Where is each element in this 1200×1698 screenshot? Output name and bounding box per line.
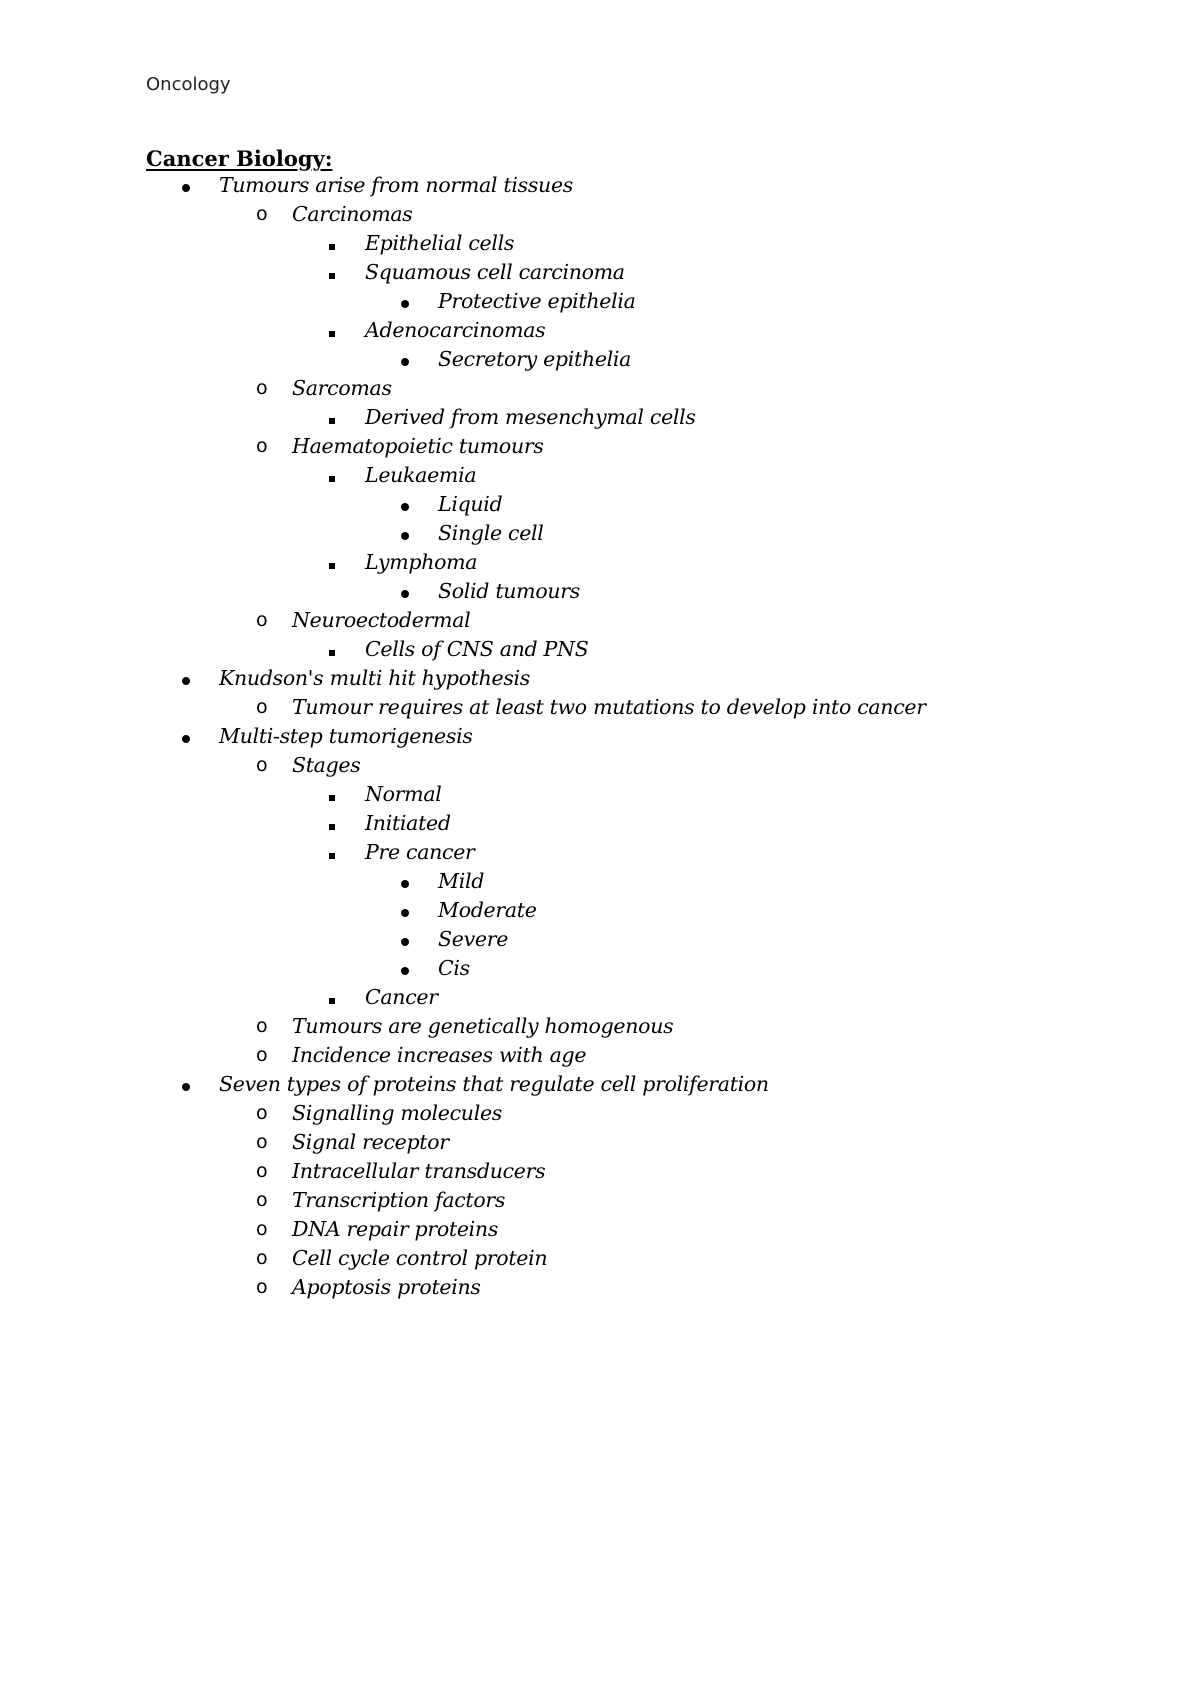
list-item-text: Lymphoma — [365, 550, 478, 574]
list-item-text: Incidence increases with age — [292, 1043, 587, 1067]
list-item-text: Protective epithelia — [438, 289, 636, 313]
list-item-text: Tumour requires at least two mutations to develop into cancer — [292, 695, 926, 719]
list-item — [0, 1099, 1200, 1128]
list-item — [0, 519, 1200, 548]
disc-bullet-icon — [401, 490, 409, 519]
list-item — [0, 577, 1200, 606]
list-item — [0, 1186, 1200, 1215]
list-item — [0, 751, 1200, 780]
list-item-text: Solid tumours — [438, 579, 580, 603]
list-item — [0, 606, 1200, 635]
disc-bullet-icon — [182, 171, 190, 200]
square-bullet-icon — [329, 403, 335, 432]
list-item-text: Secretory epithelia — [438, 347, 632, 371]
list-item-text: Squamous cell carcinoma — [365, 260, 625, 284]
circle-bullet-icon: o — [256, 609, 268, 631]
list-item-text: Cell cycle control protein — [292, 1246, 548, 1270]
disc-bullet-icon — [401, 577, 409, 606]
disc-bullet-icon — [401, 867, 409, 896]
list-item — [0, 809, 1200, 838]
list-item — [0, 548, 1200, 577]
square-bullet-icon — [329, 809, 335, 838]
disc-bullet-icon — [401, 954, 409, 983]
disc-bullet-icon — [401, 925, 409, 954]
list-item-text: Seven types of proteins that regulate cell proliferation — [219, 1072, 769, 1096]
list-item-text: Haematopoietic tumours — [292, 434, 544, 458]
square-bullet-icon — [329, 838, 335, 867]
circle-bullet-icon: o — [256, 1131, 268, 1153]
disc-bullet-icon — [182, 722, 190, 751]
list-item-text: Liquid — [438, 492, 503, 516]
list-item-text: Knudson's multi hit hypothesis — [219, 666, 531, 690]
list-item — [0, 316, 1200, 345]
circle-bullet-icon: o — [256, 1102, 268, 1124]
list-item-text: Intracellular transducers — [292, 1159, 546, 1183]
list-item-text: Leukaemia — [365, 463, 477, 487]
list-item-text: Adenocarcinomas — [365, 318, 546, 342]
list-item-text: Neuroectodermal — [292, 608, 471, 632]
disc-bullet-icon — [401, 345, 409, 374]
list-item — [0, 1070, 1200, 1099]
list-item — [0, 287, 1200, 316]
list-item-text: Cancer — [365, 985, 438, 1009]
list-item-text: Cells of CNS and PNS — [365, 637, 589, 661]
list-item-text: Sarcomas — [292, 376, 392, 400]
list-item-text: DNA repair proteins — [292, 1217, 499, 1241]
list-item-text: Carcinomas — [292, 202, 413, 226]
list-item — [0, 1012, 1200, 1041]
list-item-text: Initiated — [365, 811, 451, 835]
list-item — [0, 1215, 1200, 1244]
list-item — [0, 1244, 1200, 1273]
circle-bullet-icon: o — [256, 696, 268, 718]
list-item — [0, 345, 1200, 374]
list-item-text: Tumours arise from normal tissues — [219, 173, 573, 197]
list-item-text: Single cell — [438, 521, 544, 545]
circle-bullet-icon: o — [256, 1189, 268, 1211]
square-bullet-icon — [329, 780, 335, 809]
circle-bullet-icon: o — [256, 203, 268, 225]
list-item — [0, 722, 1200, 751]
list-item-text: Pre cancer — [365, 840, 475, 864]
page-header: Oncology — [146, 74, 231, 95]
list-item — [0, 954, 1200, 983]
list-item — [0, 780, 1200, 809]
list-item — [0, 925, 1200, 954]
list-item-text: Signal receptor — [292, 1130, 449, 1154]
section-heading: Cancer Biology: — [146, 146, 333, 171]
list-item — [0, 1273, 1200, 1302]
list-item — [0, 461, 1200, 490]
list-item-text: Cis — [438, 956, 470, 980]
list-item-text: Severe — [438, 927, 509, 951]
list-item-text: Signalling molecules — [292, 1101, 503, 1125]
list-item — [0, 374, 1200, 403]
circle-bullet-icon: o — [256, 754, 268, 776]
bullet-outline — [0, 171, 1200, 1302]
list-item — [0, 258, 1200, 287]
circle-bullet-icon: o — [256, 1247, 268, 1269]
list-item-text: Derived from mesenchymal cells — [365, 405, 696, 429]
disc-bullet-icon — [182, 664, 190, 693]
circle-bullet-icon: o — [256, 1044, 268, 1066]
circle-bullet-icon: o — [256, 377, 268, 399]
list-item-text: Stages — [292, 753, 361, 777]
list-item — [0, 1041, 1200, 1070]
square-bullet-icon — [329, 258, 335, 287]
list-item — [0, 635, 1200, 664]
disc-bullet-icon — [401, 287, 409, 316]
list-item — [0, 200, 1200, 229]
square-bullet-icon — [329, 461, 335, 490]
list-item — [0, 229, 1200, 258]
square-bullet-icon — [329, 316, 335, 345]
list-item — [0, 403, 1200, 432]
square-bullet-icon — [329, 635, 335, 664]
square-bullet-icon — [329, 229, 335, 258]
list-item — [0, 867, 1200, 896]
list-item-text: Tumours are genetically homogenous — [292, 1014, 674, 1038]
list-item — [0, 171, 1200, 200]
list-item — [0, 983, 1200, 1012]
circle-bullet-icon: o — [256, 435, 268, 457]
circle-bullet-icon: o — [256, 1276, 268, 1298]
list-item — [0, 1157, 1200, 1186]
list-item — [0, 432, 1200, 461]
square-bullet-icon — [329, 983, 335, 1012]
circle-bullet-icon: o — [256, 1015, 268, 1037]
circle-bullet-icon: o — [256, 1160, 268, 1182]
list-item-text: Moderate — [438, 898, 537, 922]
list-item-text: Apoptosis proteins — [292, 1275, 481, 1299]
list-item-text: Transcription factors — [292, 1188, 506, 1212]
disc-bullet-icon — [401, 896, 409, 925]
list-item-text: Multi-step tumorigenesis — [219, 724, 473, 748]
list-item — [0, 1128, 1200, 1157]
list-item-text: Normal — [365, 782, 442, 806]
list-item — [0, 664, 1200, 693]
square-bullet-icon — [329, 548, 335, 577]
list-item — [0, 896, 1200, 925]
list-item-text: Mild — [438, 869, 485, 893]
disc-bullet-icon — [182, 1070, 190, 1099]
list-item — [0, 838, 1200, 867]
disc-bullet-icon — [401, 519, 409, 548]
list-item — [0, 490, 1200, 519]
circle-bullet-icon: o — [256, 1218, 268, 1240]
list-item — [0, 693, 1200, 722]
list-item-text: Epithelial cells — [365, 231, 515, 255]
